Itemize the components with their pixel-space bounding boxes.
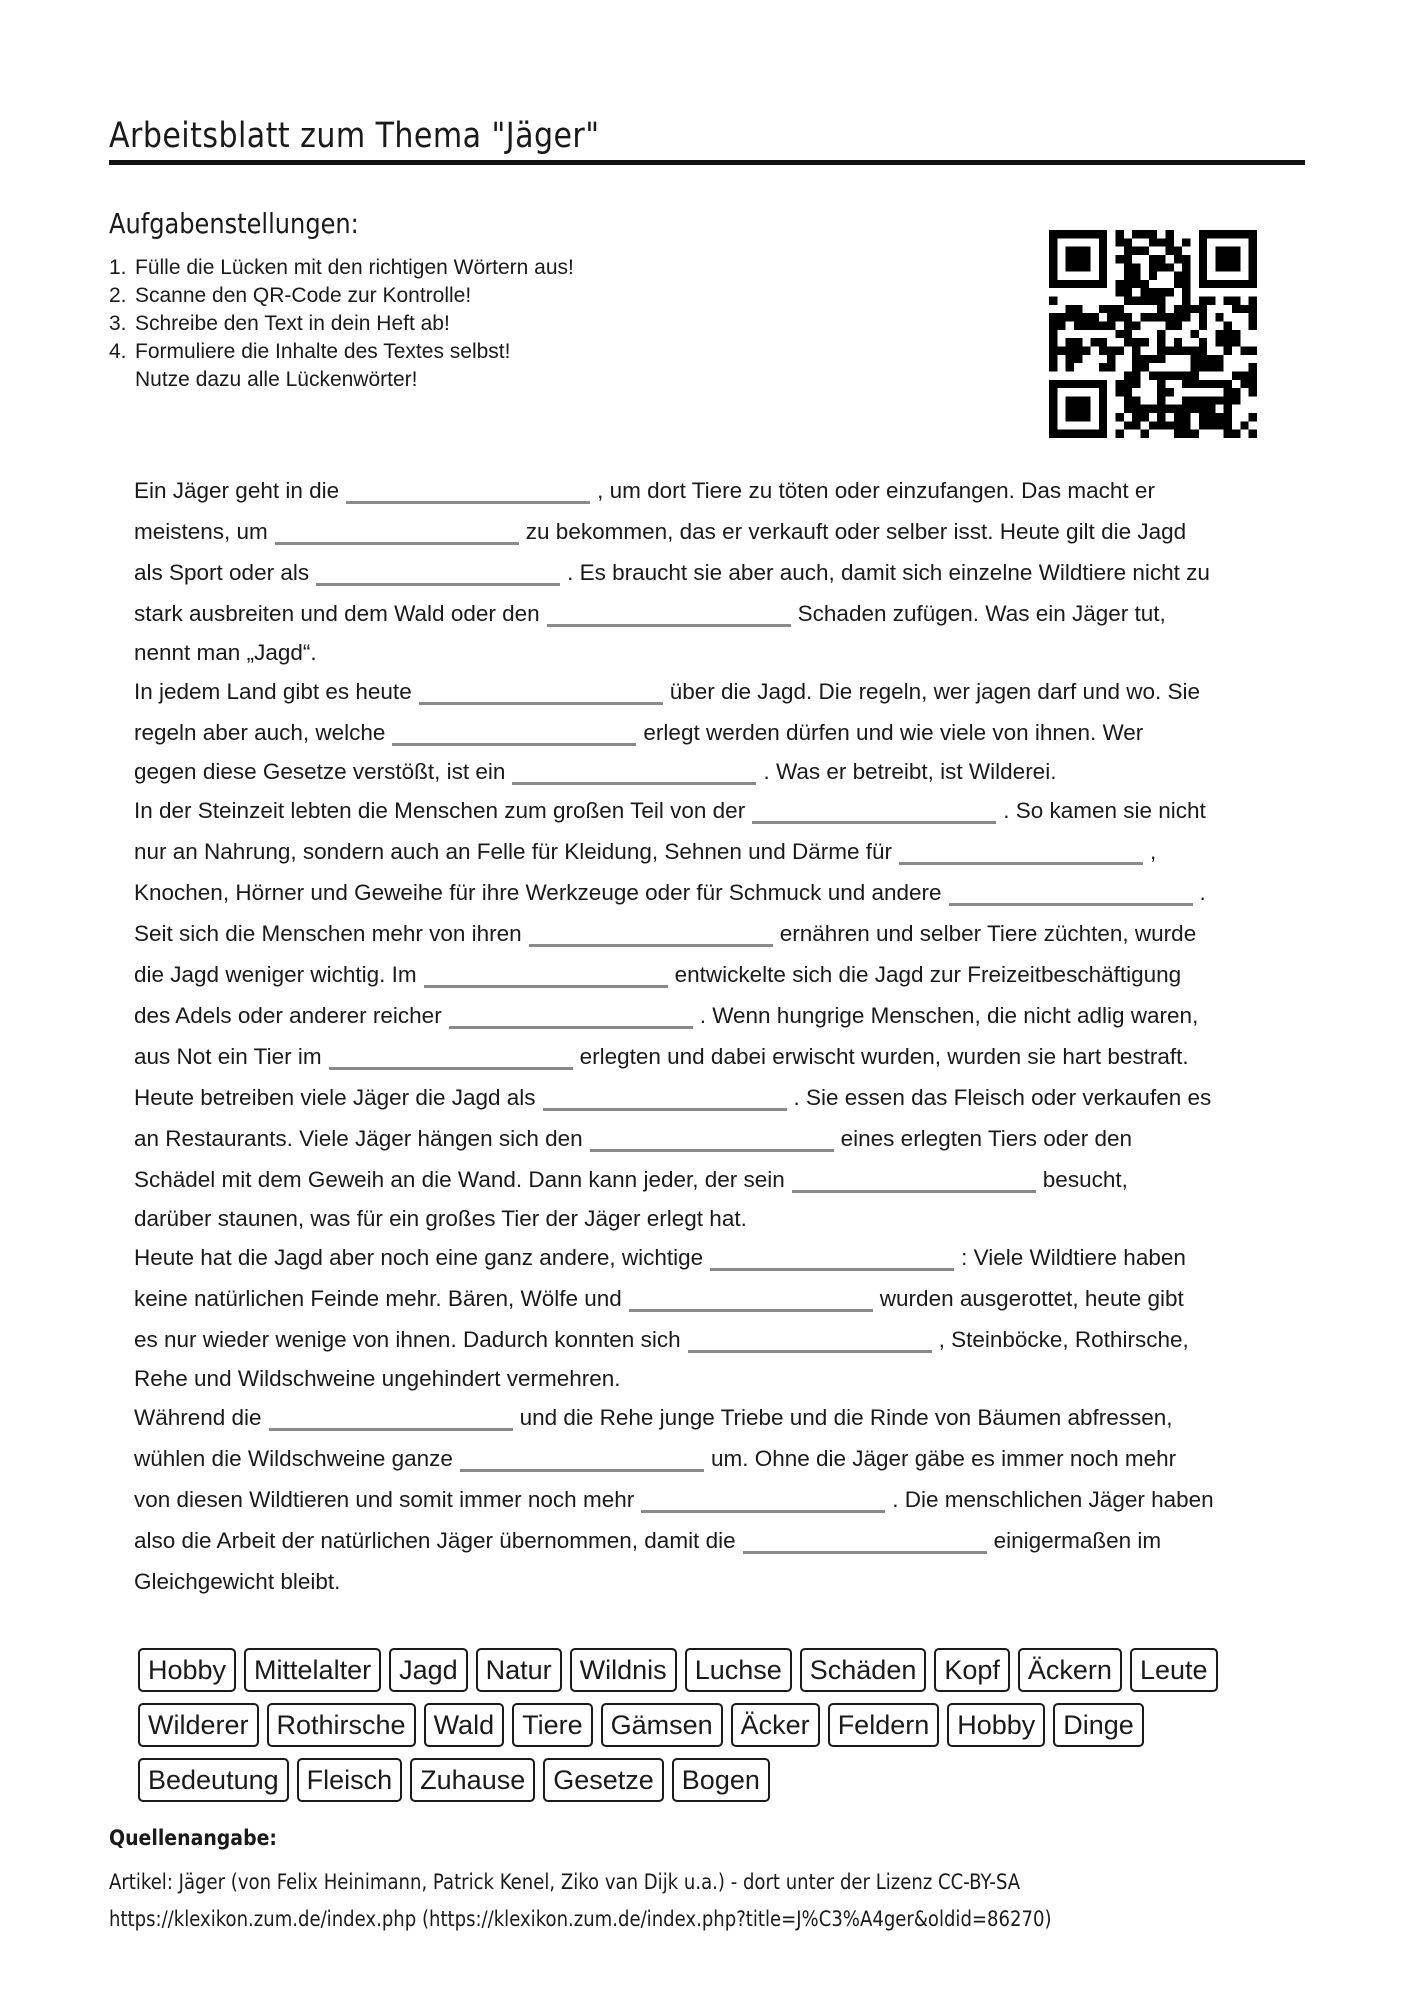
text-segment: gegen diese Gesetze verstößt, ist ein: [134, 759, 506, 784]
text-line: [134, 1397, 1314, 1438]
word-chip: Feldern: [828, 1703, 940, 1747]
blank-gap: [899, 840, 1143, 865]
text-line: [134, 1077, 1314, 1118]
text-segment: stark ausbreiten und dem Wald oder den: [134, 601, 540, 626]
task-item: [109, 282, 574, 310]
text-line: [134, 1278, 1314, 1319]
word-bank-row: [138, 1648, 1288, 1703]
task-text: Schreibe den Text in dein Heft ab!: [135, 312, 450, 335]
text-segment: Heute betreiben viele Jäger die Jagd als: [134, 1085, 536, 1110]
task-text: Fülle die Lücken mit den richtigen Wörtern aus!: [135, 256, 574, 279]
text-segment: nennt man „Jagd“.: [134, 640, 317, 665]
text-segment: um. Ohne die Jäger gäbe es immer noch mehr: [710, 1446, 1177, 1471]
text-segment: regeln aber auch, welche: [134, 720, 386, 745]
word-chip: Äcker: [731, 1703, 820, 1747]
source-heading: Quellenangabe:: [109, 1826, 277, 1850]
task-number: 4.: [109, 340, 127, 363]
text-segment: In jedem Land gibt es heute: [134, 679, 412, 704]
text-line: [134, 470, 1314, 511]
word-chip: Rothirsche: [267, 1703, 416, 1747]
blank-gap: [346, 479, 590, 504]
blank-gap: [688, 1328, 932, 1353]
text-line: [134, 671, 1314, 712]
text-segment: entwickelte sich die Jagd zur Freizeitbeschäftigung: [674, 962, 1182, 987]
word-chip: Dinge: [1053, 1703, 1144, 1747]
text-segment: , um dort Tiere zu töten oder einzufangen. Das macht er: [597, 478, 1155, 503]
text-segment: ,: [1149, 839, 1157, 864]
text-segment: es nur wieder wenige von ihnen. Dadurch konnten sich: [134, 1327, 681, 1352]
word-chip: Äckern: [1018, 1648, 1122, 1692]
qr-code-icon: [1049, 230, 1257, 438]
text-segment: , Steinböcke, Rothirsche,: [938, 1327, 1189, 1352]
blank-gap: [949, 881, 1193, 906]
text-line: [134, 1200, 1314, 1237]
text-line: [134, 1438, 1314, 1479]
text-line: [134, 1479, 1314, 1520]
blank-gap: [460, 1447, 704, 1472]
word-chip: Luchse: [685, 1648, 792, 1692]
text-segment: als Sport oder als: [134, 560, 310, 585]
text-segment: besucht,: [1042, 1167, 1128, 1192]
blank-gap: [590, 1127, 834, 1152]
blank-gap: [743, 1529, 987, 1554]
text-segment: die Jagd weniger wichtig. Im: [134, 962, 417, 987]
text-segment: Schädel mit dem Geweih an die Wand. Dann kann jeder, der sein: [134, 1167, 785, 1192]
text-segment: wühlen die Wildschweine ganze: [134, 1446, 453, 1471]
blank-gap: [529, 922, 773, 947]
blank-gap: [329, 1045, 573, 1070]
text-segment: . Sie essen das Fleisch oder verkaufen es: [793, 1085, 1212, 1110]
word-bank-row: [138, 1758, 1288, 1813]
cloze-text: [134, 470, 1314, 1602]
task-item: [109, 254, 574, 282]
text-segment: ernähren und selber Tiere züchten, wurde: [779, 921, 1197, 946]
text-line: [134, 913, 1314, 954]
text-segment: . Was er betreibt, ist Wilderei.: [763, 759, 1057, 784]
source-article: Artikel: Jäger (von Felix Heinimann, Patrick Kenel, Ziko van Dijk u.a.) - dort unter der Lizenz CC-BY-SA: [109, 1870, 1021, 1894]
text-line: [134, 1360, 1314, 1397]
word-chip: Hobby: [138, 1648, 236, 1692]
text-segment: .: [1199, 880, 1206, 905]
word-chip: Jagd: [389, 1648, 468, 1692]
word-chip: Mittelalter: [244, 1648, 381, 1692]
text-line: [134, 634, 1314, 671]
blank-gap: [392, 721, 636, 746]
title-divider: [109, 160, 1305, 165]
word-chip: Tiere: [512, 1703, 593, 1747]
text-segment: wurden ausgerottet, heute gibt: [879, 1286, 1184, 1311]
task-number: 2.: [109, 284, 127, 307]
blank-gap: [629, 1287, 873, 1312]
word-chip: Fleisch: [297, 1758, 403, 1802]
blank-gap: [449, 1004, 693, 1029]
page-title: Arbeitsblatt zum Thema "Jäger": [109, 116, 600, 156]
text-line: [134, 1520, 1314, 1561]
text-line: [134, 1036, 1314, 1077]
text-segment: Rehe und Wildschweine ungehindert vermehren.: [134, 1366, 621, 1391]
word-chip: Wald: [424, 1703, 505, 1747]
text-segment: an Restaurants. Viele Jäger hängen sich den: [134, 1126, 583, 1151]
text-segment: Gleichgewicht bleibt.: [134, 1569, 341, 1594]
text-segment: meistens, um: [134, 519, 268, 544]
task-text: Formuliere die Inhalte des Textes selbst!: [135, 340, 511, 363]
word-chip: Leute: [1130, 1648, 1218, 1692]
word-bank-row: [138, 1703, 1288, 1758]
text-line: [134, 1237, 1314, 1278]
blank-gap: [316, 561, 560, 586]
text-segment: darüber staunen, was für ein großes Tier der Jäger erlegt hat.: [134, 1206, 747, 1231]
text-line: [134, 995, 1314, 1036]
text-segment: Schaden zufügen. Was ein Jäger tut,: [797, 601, 1166, 626]
word-chip: Gesetze: [543, 1758, 664, 1802]
word-chip: Bogen: [672, 1758, 770, 1802]
blank-gap: [710, 1246, 954, 1271]
text-segment: nur an Nahrung, sondern auch an Felle für Kleidung, Sehnen und Därme für: [134, 839, 892, 864]
text-line: [134, 1319, 1314, 1360]
task-text: Scanne den QR-Code zur Kontrolle!: [135, 284, 472, 307]
text-line: [134, 1159, 1314, 1200]
blank-gap: [275, 520, 519, 545]
task-list: [109, 254, 574, 394]
text-segment: von diesen Wildtieren und somit immer noch mehr: [134, 1487, 635, 1512]
source-url: https://klexikon.zum.de/index.php (https://klexikon.zum.de/index.php?title=J%C3%A4ger&oldid=86270): [109, 1907, 1052, 1931]
text-line: [134, 790, 1314, 831]
text-segment: keine natürlichen Feinde mehr. Bären, Wölfe und: [134, 1286, 622, 1311]
text-line: [134, 511, 1314, 552]
blank-gap: [547, 602, 791, 627]
text-segment: . So kamen sie nicht: [1003, 798, 1206, 823]
blank-gap: [419, 680, 663, 705]
text-line: [134, 753, 1314, 790]
task-number: 1.: [109, 256, 127, 279]
text-segment: Heute hat die Jagd aber noch eine ganz andere, wichtige: [134, 1245, 704, 1270]
task-item: [109, 338, 574, 366]
word-chip: Bedeutung: [138, 1758, 289, 1802]
blank-gap: [543, 1086, 787, 1111]
task-continuation: Nutze dazu alle Lückenwörter!: [135, 368, 418, 391]
task-item: [109, 310, 574, 338]
text-segment: erlegten und dabei erwischt wurden, wurden sie hart bestraft.: [579, 1044, 1189, 1069]
word-bank: [138, 1648, 1288, 1813]
text-line: [134, 593, 1314, 634]
tasks-heading: Aufgabenstellungen:: [109, 207, 359, 240]
word-chip: Kopf: [934, 1648, 1010, 1692]
word-chip: Zuhause: [410, 1758, 535, 1802]
text-segment: also die Arbeit der natürlichen Jäger übernommen, damit die: [134, 1528, 736, 1553]
text-segment: : Viele Wildtiere haben: [961, 1245, 1186, 1270]
blank-gap: [269, 1406, 513, 1431]
text-line: [134, 712, 1314, 753]
text-segment: . Wenn hungrige Menschen, die nicht adlig waren,: [699, 1003, 1199, 1028]
text-segment: In der Steinzeit lebten die Menschen zum großen Teil von der: [134, 798, 746, 823]
text-line: [134, 872, 1314, 913]
text-segment: aus Not ein Tier im: [134, 1044, 322, 1069]
text-line: [134, 552, 1314, 593]
text-segment: Seit sich die Menschen mehr von ihren: [134, 921, 522, 946]
text-segment: einigermaßen im: [993, 1528, 1162, 1553]
word-chip: Schäden: [800, 1648, 927, 1692]
text-segment: Während die: [134, 1405, 262, 1430]
word-chip: Wildnis: [570, 1648, 677, 1692]
text-line: [134, 954, 1314, 995]
text-segment: . Es braucht sie aber auch, damit sich einzelne Wildtiere nicht zu: [567, 560, 1210, 585]
blank-gap: [752, 799, 996, 824]
text-line: [134, 1118, 1314, 1159]
text-segment: Knochen, Hörner und Geweihe für ihre Werkzeuge oder für Schmuck und andere: [134, 880, 942, 905]
text-segment: . Die menschlichen Jäger haben: [892, 1487, 1214, 1512]
text-line: [134, 831, 1314, 872]
text-segment: und die Rehe junge Triebe und die Rinde von Bäumen abfressen,: [519, 1405, 1173, 1430]
text-segment: erlegt werden dürfen und wie viele von ihnen. Wer: [643, 720, 1144, 745]
blank-gap: [641, 1488, 885, 1513]
text-segment: eines erlegten Tiers oder den: [840, 1126, 1133, 1151]
blank-gap: [424, 963, 668, 988]
blank-gap: [512, 760, 756, 785]
text-segment: über die Jagd. Die regeln, wer jagen darf und wo. Sie: [669, 679, 1201, 704]
word-chip: Gämsen: [601, 1703, 723, 1747]
text-segment: des Adels oder anderer reicher: [134, 1003, 442, 1028]
blank-gap: [792, 1168, 1036, 1193]
text-line: [134, 1561, 1314, 1602]
word-chip: Natur: [476, 1648, 562, 1692]
text-segment: Ein Jäger geht in die: [134, 478, 340, 503]
text-segment: zu bekommen, das er verkauft oder selber isst. Heute gilt die Jagd: [525, 519, 1187, 544]
task-number: 3.: [109, 312, 127, 335]
word-chip: Hobby: [947, 1703, 1045, 1747]
word-chip: Wilderer: [138, 1703, 259, 1747]
